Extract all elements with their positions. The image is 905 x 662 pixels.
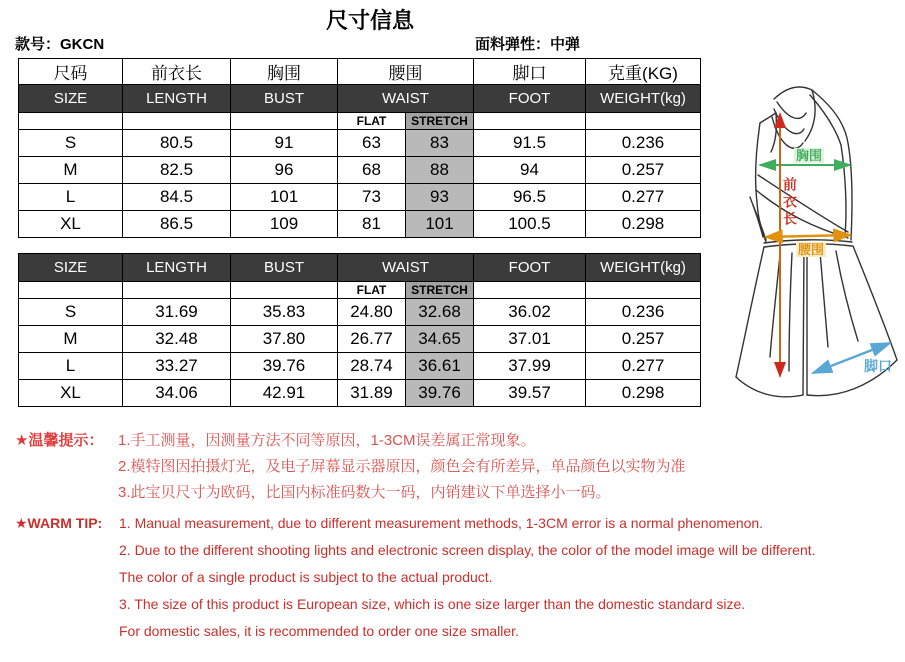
cell-waist-flat: 24.80 [338,299,406,326]
cell-foot: 94 [474,157,586,184]
cell-length: 34.06 [123,380,231,407]
tip-line: 1. Manual measurement, due to different measurement methods, 1-3CM error is a normal phenomenon. [119,515,764,531]
header-length-en: LENGTH [123,254,231,282]
cell-waist-flat: 68 [338,157,406,184]
cell-weight: 0.277 [586,184,701,211]
cell-foot: 91.5 [474,130,586,157]
cell-foot: 96.5 [474,184,586,211]
header-bust-en: BUST [231,254,338,282]
waist-stretch-label: STRETCH [406,113,474,130]
cell-waist-stretch: 88 [406,157,474,184]
cell-waist-stretch: 34.65 [406,326,474,353]
tip-line: 1.手工测量，因测量方法不同等原因，1-3CM误差属正常现象。 [118,432,536,449]
cell-waist-stretch: 83 [406,130,474,157]
cell-length: 32.48 [123,326,231,353]
cell-length: 80.5 [123,130,231,157]
cell-size: XL [19,380,123,407]
cell-bust: 91 [231,130,338,157]
cell-bust: 101 [231,184,338,211]
cell-bust: 35.83 [231,299,338,326]
cell-waist-stretch: 93 [406,184,474,211]
waist-flat-label: FLAT [338,282,406,299]
cell-waist-stretch: 32.68 [406,299,474,326]
tip-line: 2. Due to the different shooting lights and electronic screen display, the color of the model image will be different. [119,542,816,558]
cell-weight: 0.257 [586,157,701,184]
cell-waist-flat: 63 [338,130,406,157]
cell-foot: 37.99 [474,353,586,380]
cell-bust: 39.76 [231,353,338,380]
cell-length: 84.5 [123,184,231,211]
cell-waist-stretch: 101 [406,211,474,238]
style-number: 款号：GKCN [15,36,105,53]
header-weight-cn: 克重(KG) [586,59,701,85]
header-size-cn: 尺码 [19,59,123,85]
cell-weight: 0.257 [586,326,701,353]
cell-foot: 36.02 [474,299,586,326]
warm-tips-en-label: ★WARM TIP: [15,515,103,531]
front-length-label: 前衣长 [782,177,798,228]
cell-length: 31.69 [123,299,231,326]
header-weight-en: WEIGHT(kg) [586,85,701,113]
cell-waist-flat: 28.74 [338,353,406,380]
header-row-cn [19,59,701,85]
cell-weight: 0.277 [586,353,701,380]
tip-line: The color of a single product is subject to the actual product. [119,569,493,585]
waist-subheader-row [19,282,701,299]
warm-tips-cn [15,428,715,506]
waist-arrow [766,235,850,237]
warm-tips-cn-lines [118,428,686,506]
cell-waist-stretch: 39.76 [406,380,474,407]
tip-line: 3.此宝贝尺寸为欧码，比国内标准码数大一码，内销建议下单选择小一码。 [118,484,611,501]
waist-subheader-row [19,113,701,130]
header-size-en: SIZE [19,85,123,113]
header-size-en: SIZE [19,254,123,282]
table-row-l [19,184,701,211]
cell-length: 86.5 [123,211,231,238]
size-table-cm [18,58,701,238]
cell-waist-flat: 73 [338,184,406,211]
waist-label: 腰围 [798,242,825,257]
cell-foot: 100.5 [474,211,586,238]
header-foot-cn: 脚口 [474,59,586,85]
cell-size: L [19,184,123,211]
cell-foot: 37.01 [474,326,586,353]
cell-waist-flat: 26.77 [338,326,406,353]
header-row-en [19,254,701,282]
cell-bust: 37.80 [231,326,338,353]
table-row-xl [19,380,701,407]
header-length-en: LENGTH [123,85,231,113]
size-table-inch [18,253,701,407]
cell-waist-flat: 31.89 [338,380,406,407]
table-row-m [19,157,701,184]
cell-bust: 42.91 [231,380,338,407]
header-foot-en: FOOT [474,254,586,282]
cell-size: XL [19,211,123,238]
table-row-l [19,353,701,380]
table-row-m [19,326,701,353]
table-row-xl [19,211,701,238]
garment-diagram [700,55,905,440]
header-row-en [19,85,701,113]
header-foot-en: FOOT [474,85,586,113]
header-weight-en: WEIGHT(kg) [586,254,701,282]
waist-stretch-label: STRETCH [406,282,474,299]
cell-weight: 0.236 [586,299,701,326]
cell-weight: 0.298 [586,380,701,407]
warm-tips-cn-label: ★温馨提示： [15,432,104,449]
foot-label: 脚口 [864,358,892,374]
table-row-s [19,130,701,157]
header-waist-en: WAIST [338,85,474,113]
cell-size: M [19,157,123,184]
waist-flat-label: FLAT [338,113,406,130]
warm-tips-en-lines [119,510,816,645]
page-title: 尺寸信息 [325,8,414,33]
cell-bust: 96 [231,157,338,184]
cell-weight: 0.236 [586,130,701,157]
cell-size: L [19,353,123,380]
tip-line: 3. The size of this product is European size, which is one size larger than the domestic standard size. [119,596,746,612]
cell-size: S [19,130,123,157]
cell-waist-flat: 81 [338,211,406,238]
cell-waist-stretch: 36.61 [406,353,474,380]
tip-line: For domestic sales, it is recommended to order one size smaller. [119,623,519,639]
cell-foot: 39.57 [474,380,586,407]
cell-bust: 109 [231,211,338,238]
header-waist-en: WAIST [338,254,474,282]
tip-line: 2.模特图因拍摄灯光，及电子屏幕显示器原因，颜色会有所差异，单品颜色以实物为准 [118,458,686,475]
cell-size: M [19,326,123,353]
cell-size: S [19,299,123,326]
table-row-s [19,299,701,326]
cell-length: 82.5 [123,157,231,184]
header-bust-cn: 胸围 [231,59,338,85]
header-length-cn: 前衣长 [123,59,231,85]
fabric-elasticity: 面料弹性：中弹 [475,36,581,53]
warm-tips-en [15,510,900,645]
header-waist-cn: 腰围 [338,59,474,85]
cell-weight: 0.298 [586,211,701,238]
header-bust-en: BUST [231,85,338,113]
cell-length: 33.27 [123,353,231,380]
bust-label: 胸围 [796,148,823,163]
